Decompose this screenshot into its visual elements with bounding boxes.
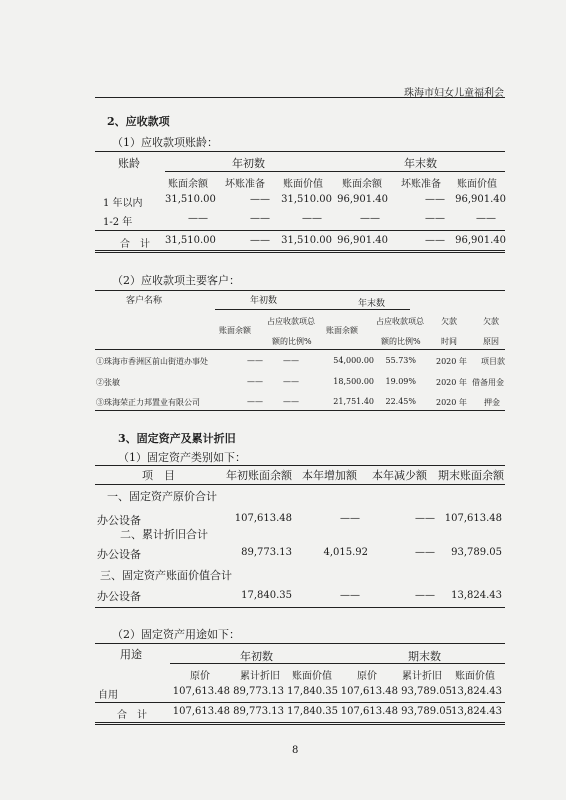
s3-sub2-title: （2）固定资产用途如下：: [112, 628, 240, 641]
s2t1-bottom-rule: [95, 250, 505, 251]
table-cell: 18,500.00: [333, 377, 374, 386]
table-cell: 107,613.48: [444, 513, 502, 524]
section-2-title: 2、应收款项: [107, 115, 170, 128]
table-cell: ——: [283, 397, 299, 406]
s2t2-h-reason2: 原因: [483, 337, 499, 346]
s3t2-top-rule: [95, 643, 505, 644]
table-cell: 89,773.13: [233, 686, 284, 697]
s2t2-h-reason1: 欠款: [483, 317, 499, 326]
s2t1-bottom-rule-2: [95, 252, 505, 253]
org-name: 珠海市妇女儿童福利会: [404, 88, 504, 99]
table-cell: 4,015.92: [323, 547, 368, 558]
s2t2-sub-rule: [215, 309, 410, 310]
s2t2-grp-begin: 年初数: [250, 296, 278, 306]
table-cell: 19.09%: [385, 377, 416, 386]
table-row-label: 二、累计折旧合计: [120, 528, 208, 541]
s2t1-col: 坏账准备: [401, 179, 441, 190]
s2t2-h-pct2-end: 额的比例%: [381, 337, 421, 346]
table-cell: 2020 年: [436, 378, 467, 387]
s2t2-bottom-rule: [95, 410, 505, 411]
s2t2-h-pct2: 额的比例%: [272, 337, 312, 346]
s3t1-bottom-rule: [95, 607, 505, 608]
s3t2-grp-begin: 年初数: [240, 650, 273, 663]
table-cell: ——: [302, 213, 322, 224]
table-cell: ——: [250, 235, 270, 246]
table-cell: ——: [283, 377, 299, 386]
s2t1-sub-rule: [165, 171, 505, 172]
table-row-label: 合 计: [117, 710, 147, 721]
table-cell: ——: [415, 547, 435, 558]
table-row-label: 1 年以内: [103, 198, 143, 209]
table-cell: 13,824.43: [451, 706, 502, 717]
table-cell: ——: [425, 213, 445, 224]
table-cell: 89,773.13: [233, 706, 284, 717]
page-number: 8: [292, 745, 299, 756]
table-cell: 17,840.35: [287, 706, 338, 717]
table-cell: 31,510.00: [165, 194, 216, 205]
s3t2-col: 累计折旧: [402, 671, 442, 682]
s2t1-col-age: 账龄: [118, 157, 140, 170]
table-cell: 96,901.40: [455, 235, 506, 246]
table-cell: ——: [247, 397, 263, 406]
table-cell: 54,000.00: [333, 356, 374, 365]
table-cell: ——: [188, 213, 208, 224]
s2t2-h-pct1-end: 占应收款项总: [376, 317, 424, 326]
table-cell: 13,824.43: [451, 686, 502, 697]
s3t1-col: 本年减少额: [372, 469, 427, 482]
table-cell: ——: [425, 194, 445, 205]
table-cell: ——: [340, 513, 360, 524]
table-cell: ——: [283, 356, 299, 365]
table-cell: 93,789.05: [401, 686, 452, 697]
table-cell: 107,613.48: [234, 513, 292, 524]
table-cell: 107,613.48: [340, 686, 398, 697]
table-cell: 96,901.40: [337, 194, 388, 205]
table-row-label: ②张敏: [96, 378, 120, 387]
table-cell: 93,789.05: [451, 547, 502, 558]
table-cell: 21,751.40: [333, 397, 374, 406]
table-cell: ——: [476, 213, 496, 224]
s3-sub1-title: （1）固定资产类别如下：: [118, 451, 246, 464]
s2t1-col: 账面余额: [342, 179, 382, 190]
s3t1-col: 本年增加额: [302, 469, 357, 482]
header-rule: [95, 97, 505, 98]
table-cell: 17,840.35: [287, 686, 338, 697]
s3t2-col-use: 用途: [120, 648, 142, 661]
s2t2-top-rule: [95, 290, 505, 291]
table-cell: 押金: [484, 398, 500, 407]
table-cell: ——: [247, 377, 263, 386]
s3t2-total-rule: [95, 702, 505, 703]
table-row-label: 自用: [98, 690, 118, 701]
s2t1-col: 账面价值: [457, 179, 497, 190]
table-cell: 89,773.13: [241, 547, 292, 558]
s2t2-h-bal-end: 账面余额: [326, 326, 358, 335]
table-row-label: 合 计: [120, 239, 150, 250]
table-cell: 31,510.00: [281, 194, 332, 205]
s2t1-grp-begin: 年初数: [232, 157, 265, 170]
table-cell: 17,840.35: [241, 590, 292, 601]
s3t2-bottom-rule: [95, 722, 505, 723]
s2t1-total-rule: [95, 230, 505, 231]
table-cell: ——: [250, 213, 270, 224]
table-cell: 96,901.40: [337, 235, 388, 246]
table-cell: ——: [247, 356, 263, 365]
s2t2-grp-end: 年末数: [358, 299, 386, 309]
s2t2-header-rule: [95, 349, 505, 350]
table-row-label: ①珠海市香洲区前山街道办事处: [96, 357, 208, 366]
table-cell: 93,789.05: [401, 706, 452, 717]
table-cell: 项目款: [481, 357, 505, 366]
table-row-label: 三、固定资产账面价值合计: [100, 569, 232, 582]
s3t1-col: 年初账面余额: [226, 469, 292, 482]
table-cell: 2020 年: [436, 357, 467, 366]
s3t2-col: 原价: [190, 671, 210, 682]
s2t2-h-time1: 欠款: [441, 317, 457, 326]
table-cell: ——: [250, 194, 270, 205]
table-cell: 2020 年: [436, 398, 467, 407]
s2t2-h-bal: 账面余额: [219, 326, 251, 335]
table-row-label: 办公设备: [97, 548, 141, 561]
s3t2-grp-end: 期末数: [408, 650, 441, 663]
s2t2-h-time2: 时间: [441, 337, 457, 346]
table-cell: ——: [360, 213, 380, 224]
s3t2-bottom-rule-2: [95, 724, 505, 725]
table-cell: 13,824.43: [451, 590, 502, 601]
s2t1-top-rule: [95, 151, 505, 152]
table-cell: ——: [425, 235, 445, 246]
table-cell: 107,613.48: [172, 706, 230, 717]
s3t1-col: 期末账面余额: [438, 469, 504, 482]
table-cell: 55.73%: [385, 356, 416, 365]
s2t1-grp-end: 年末数: [404, 157, 437, 170]
s2t1-col: 账面价值: [283, 179, 323, 190]
s2t2-col-name: 客户名称: [126, 296, 163, 306]
table-cell: 22.45%: [385, 397, 416, 406]
s2-sub1-title: （1）应收款项账龄：: [112, 136, 218, 149]
table-cell: 31,510.00: [281, 235, 332, 246]
table-row-label: 办公设备: [97, 514, 141, 527]
table-cell: ——: [415, 513, 435, 524]
s3t2-col: 累计折旧: [240, 671, 280, 682]
s3t1-col: 项 目: [142, 469, 175, 482]
s2t1-col: 坏账准备: [225, 179, 265, 190]
s3t1-header-rule: [95, 484, 505, 485]
table-cell: 借备用金: [472, 378, 504, 387]
s2-sub2-title: （2）应收款项主要客户：: [112, 274, 240, 287]
table-row-label: 一、固定资产原价合计: [107, 490, 217, 503]
s2t2-h-pct1: 占应收款项总: [267, 317, 315, 326]
s3t2-col: 账面价值: [292, 671, 332, 682]
table-cell: 107,613.48: [172, 686, 230, 697]
s3t2-col: 原价: [357, 671, 377, 682]
table-row-label: 办公设备: [97, 590, 141, 603]
table-row-label: 1-2 年: [103, 217, 133, 228]
table-row-label: ③珠海荣正力邦置业有限公司: [96, 398, 200, 407]
section-3-title: 3、固定资产及累计折旧: [118, 432, 236, 445]
table-cell: 31,510.00: [165, 235, 216, 246]
s2t1-col: 账面余额: [168, 179, 208, 190]
table-cell: ——: [340, 590, 360, 601]
s3t2-col: 账面价值: [455, 671, 495, 682]
table-cell: 107,613.48: [340, 706, 398, 717]
table-cell: ——: [415, 590, 435, 601]
table-cell: 96,901.40: [455, 194, 506, 205]
s3t1-top-rule: [95, 465, 505, 466]
s3t2-sub-rule: [170, 663, 505, 664]
